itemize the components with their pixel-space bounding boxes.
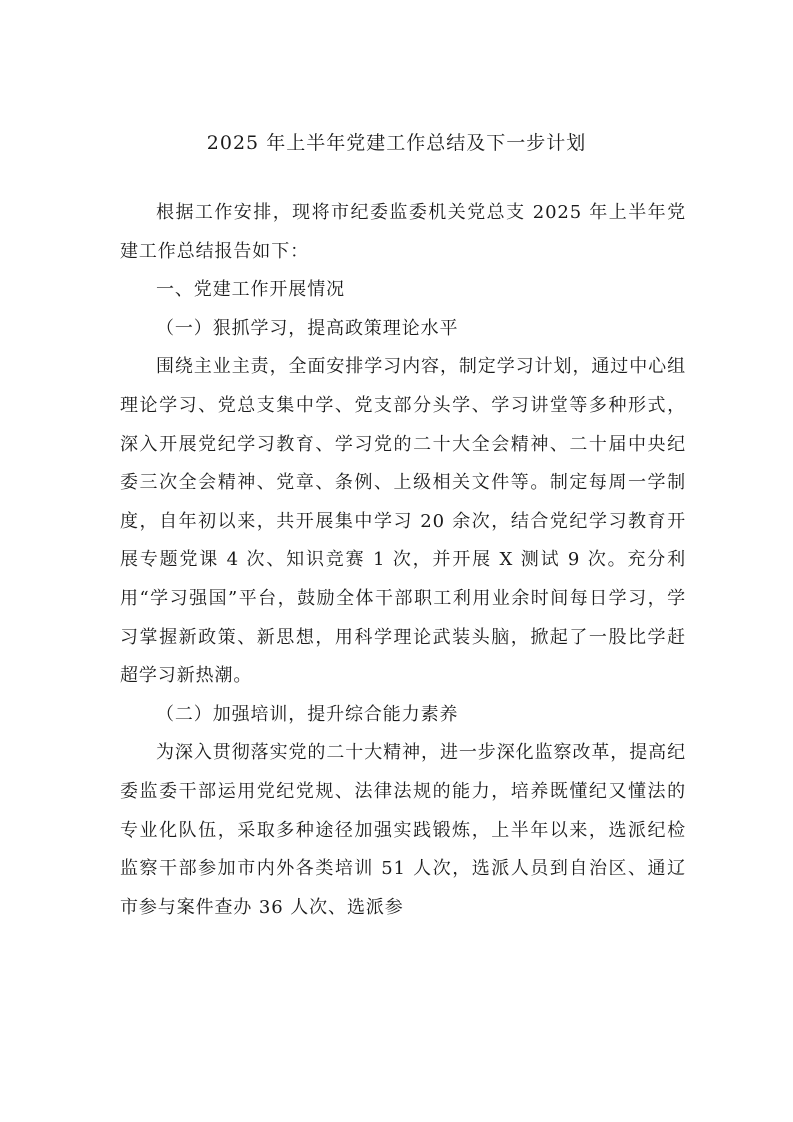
section-heading-1: 一、党建工作开展情况 (156, 279, 345, 301)
subsection-1-paragraph: 围绕主业主责，全面安排学习内容，制定学习计划，通过中心组理论学习、党总支集中学、党支部分头学、学习讲堂等多种形式，深入开展党纪学习教育、学习党的二十大全会精神、二十届中央纪委三次全会精神、党章、条例、上级相关文件等。制定每周一学制度，自年初以来，共开展集中学习 20 余次，结合党纪学习教育开展专题党课 4 次、知识竞赛 1 次，并开展 X 测试 9 次。充分利用“学习强国”平台，鼓励全体干部职工利用业余时间每日学习，学习掌握新政策、新思想，用科学理论武装头脑，掀起了一股比学赶超学习新热潮。 (120, 356, 686, 687)
document-title: 2025 年上半年党建工作总结及下一步计划 (206, 132, 587, 154)
document-body (120, 194, 686, 927)
subsection-heading-1: （一）狠抓学习，提高政策理论水平 (156, 317, 459, 339)
intro-paragraph: 根据工作安排，现将市纪委监委机关党总支 2025 年上半年党建工作总结报告如下： (120, 202, 686, 262)
subsection-2-paragraph: 为深入贯彻落实党的二十大精神，进一步深化监察改革，提高纪委监委干部运用党纪党规、法律法规的能力，培养既懂纪又懂法的专业化队伍，采取多种途径加强实践锻炼，上半年以来，选派纪检监察干部参加市内外各类培训 51 人次，选派人员到自治区、通辽市参与案件查办 36 人次、选派参 (120, 742, 686, 918)
subsection-heading-2: （二）加强培训，提升综合能力素养 (156, 703, 459, 725)
